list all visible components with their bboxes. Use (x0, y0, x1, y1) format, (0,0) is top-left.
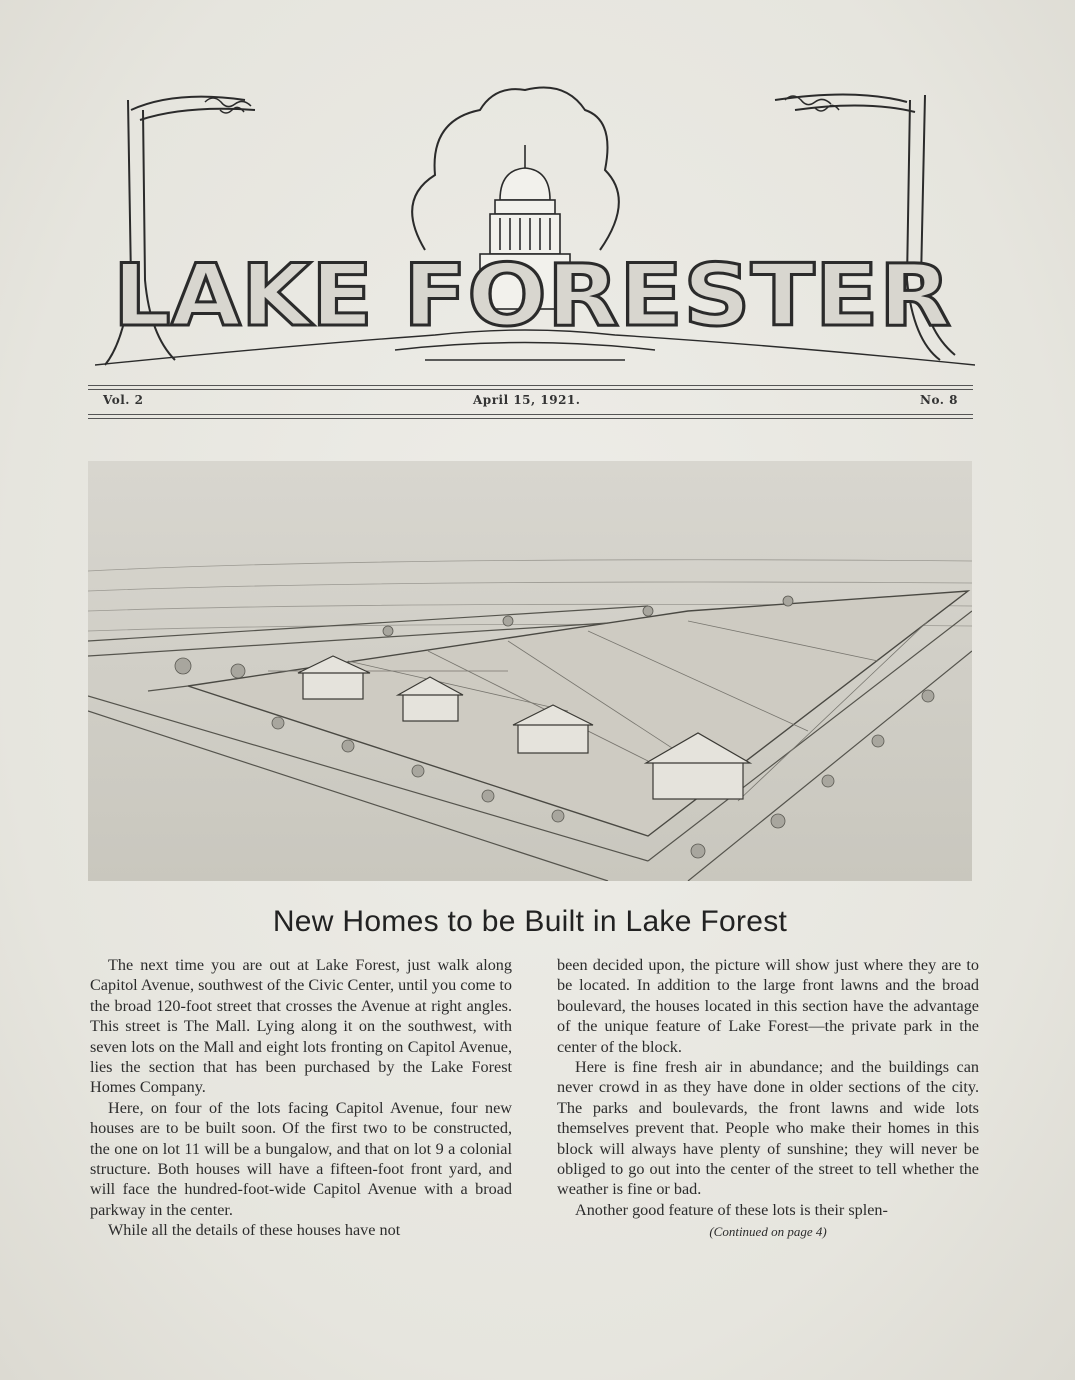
issue-info-bar (88, 383, 973, 423)
paragraph-1: The next time you are out at Lake Forest, just walk along Capitol Avenue, southwest of the Civic Center, until you come to the broad 120-foot street that crosses the Avenue at right angles. This street is The Mall. Lying along it on the southwest, with seven lots on the Mall and eight lots fronting on Capitol Avenue, lies the section that has been purchased by the Lake Forest Homes Company. (90, 956, 512, 1097)
top-rule-2 (88, 389, 973, 390)
masthead-illustration (95, 80, 975, 380)
masthead (95, 80, 975, 380)
masthead-title-left: LAKE (113, 246, 373, 346)
article-column-left (90, 955, 512, 1241)
masthead-title-right: FORESTER (403, 246, 951, 346)
paragraph-4: been decided upon, the picture will show just where they are to be located. In addition to the large front lawns and the broad boulevard, the houses located in this section have the advantage of the unique feature of Lake Forest—the private park in the center of the block. (557, 956, 979, 1056)
article-headline: New Homes to be Built in Lake Forest (272, 905, 788, 938)
top-rule-1 (88, 385, 973, 386)
paragraph-5: Here is fine fresh air in abundance; and the buildings can never crowd in as they have done in older sections of the city. The parks and boulevards, the front lawns and wide lots themselves prevent that. People who make their homes in this block will always have plenty of sunshine; they will never be obliged to go out into the center of the street to tell whether the weather is fine or bad. (557, 1058, 979, 1199)
article-column-right (557, 955, 979, 1243)
paragraph-3: While all the details of these houses have not (108, 1221, 401, 1240)
bottom-rule-1 (88, 414, 973, 415)
paragraph-6: Another good feature of these lots is their splen- (575, 1200, 888, 1219)
continued-note: (Continued on page 4) (709, 1224, 827, 1240)
bottom-rule-2 (88, 418, 973, 419)
volume-label: Vol. 2 (103, 393, 144, 407)
issue-date: April 15, 1921. (473, 393, 581, 407)
aerial-view-illustration (88, 461, 972, 881)
paragraph-2: Here, on four of the lots facing Capitol Avenue, four new houses are to be built soon. Of the first two to be constructed, the one on lot 11 will be a bungalow, and that on lot 9 a colonial structure. Both houses will have a fifteen-foot front yard, and will face the hundred-foot-wide Capitol Avenue with a broad parkway in the center. (90, 1098, 512, 1219)
aerial-sketch (88, 461, 972, 881)
issue-number: No. 8 (920, 393, 958, 407)
